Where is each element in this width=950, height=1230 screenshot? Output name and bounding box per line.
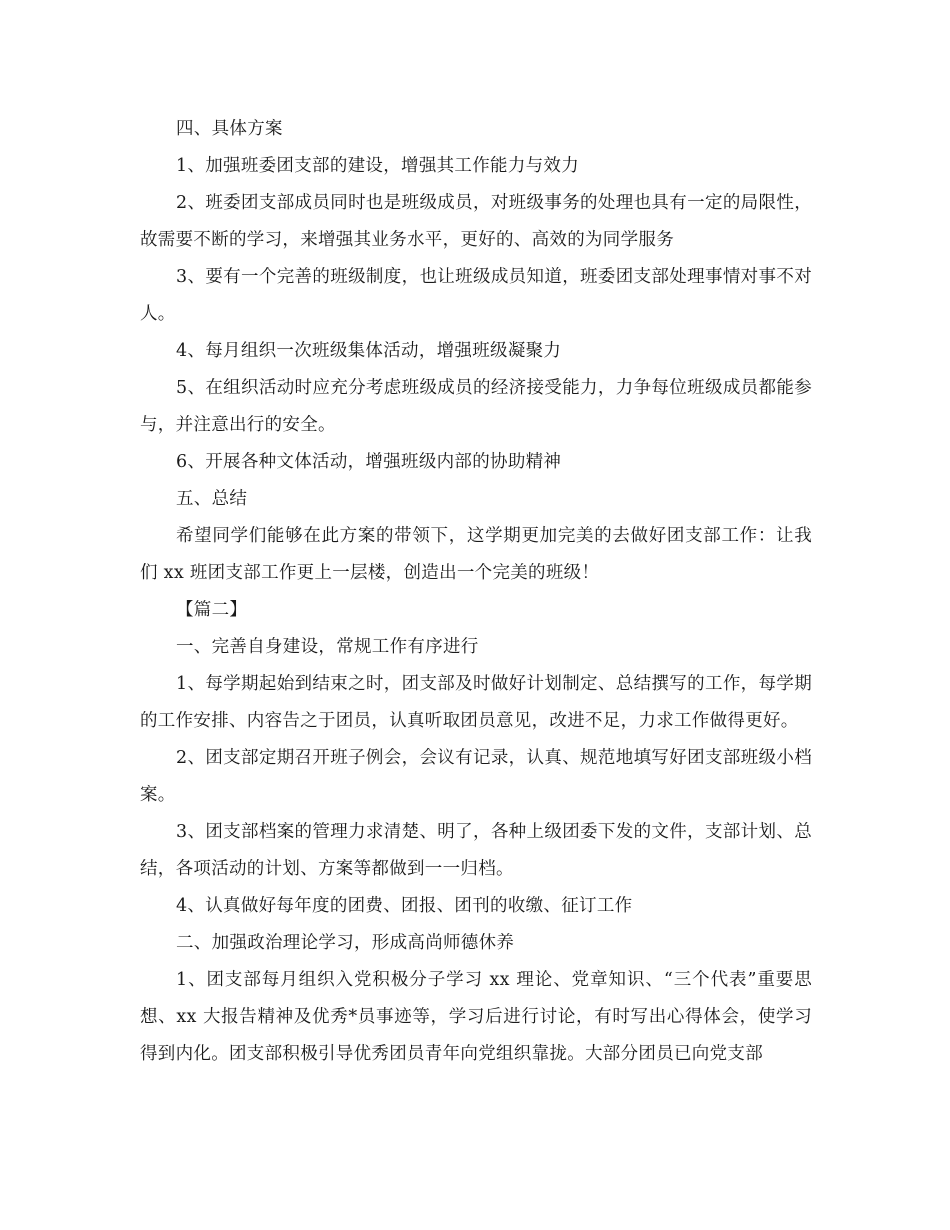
self-building-item-1: 1、每学期起始到结束之时，团支部及时做好计划制定、总结撰写的工作，每学期的工作安排、内容告之于团员，认真听取团员意见，改进不足，力求工作做得更好。 bbox=[140, 674, 812, 731]
plan-item-6: 6、开展各种文体活动，增强班级内部的协助精神 bbox=[176, 452, 562, 472]
political-study-item-1: 1、团支部每月组织入党积极分子学习 xx 理论、党章知识、“三个代表”重要思想、xx 大报告精神及优秀*员事迹等，学习后进行讨论，有时写出心得体会，使学习得到内化。团支部积极引导优秀团员青年向党组织靠拢。大部分团员已向党支部 bbox=[140, 970, 812, 1064]
section-heading-political-study: 二、加强政治理论学习，形成高尚师德休养 bbox=[176, 933, 515, 953]
section-heading-summary: 五、总结 bbox=[176, 489, 248, 509]
summary-paragraph: 希望同学们能够在此方案的带领下，这学期更加完美的去做好团支部工作：让我们 xx 班团支部工作更上一层楼，创造出一个完美的班级！ bbox=[140, 526, 812, 583]
plan-item-4: 4、每月组织一次班级集体活动，增强班级凝聚力 bbox=[176, 341, 562, 361]
section-heading-specific-plan: 四、具体方案 bbox=[176, 119, 283, 139]
plan-item-3: 3、要有一个完善的班级制度，也让班级成员知道，班委团支部处理事情对事不对人。 bbox=[140, 267, 812, 324]
self-building-item-3: 3、团支部档案的管理力求清楚、明了，各种上级团委下发的文件，支部计划、总结，各项活动的计划、方案等都做到一一归档。 bbox=[140, 822, 812, 879]
plan-item-5: 5、在组织活动时应充分考虑班级成员的经济接受能力，力争每位班级成员都能参与，并注意出行的安全。 bbox=[140, 378, 812, 435]
self-building-item-4: 4、认真做好每年度的团费、团报、团刊的收缴、征订工作 bbox=[176, 896, 633, 916]
plan-item-2: 2、班委团支部成员同时也是班级成员，对班级事务的处理也具有一定的局限性，故需要不断的学习，来增强其业务水平，更好的、高效的为同学服务 bbox=[140, 193, 812, 250]
part-two-heading: 【篇二】 bbox=[176, 600, 248, 620]
section-heading-self-building: 一、完善自身建设，常规工作有序进行 bbox=[176, 637, 479, 657]
document-body bbox=[140, 111, 812, 1073]
plan-item-1: 1、加强班委团支部的建设，增强其工作能力与效力 bbox=[176, 156, 580, 176]
self-building-item-2: 2、团支部定期召开班子例会，会议有记录，认真、规范地填写好团支部班级小档案。 bbox=[140, 748, 812, 805]
